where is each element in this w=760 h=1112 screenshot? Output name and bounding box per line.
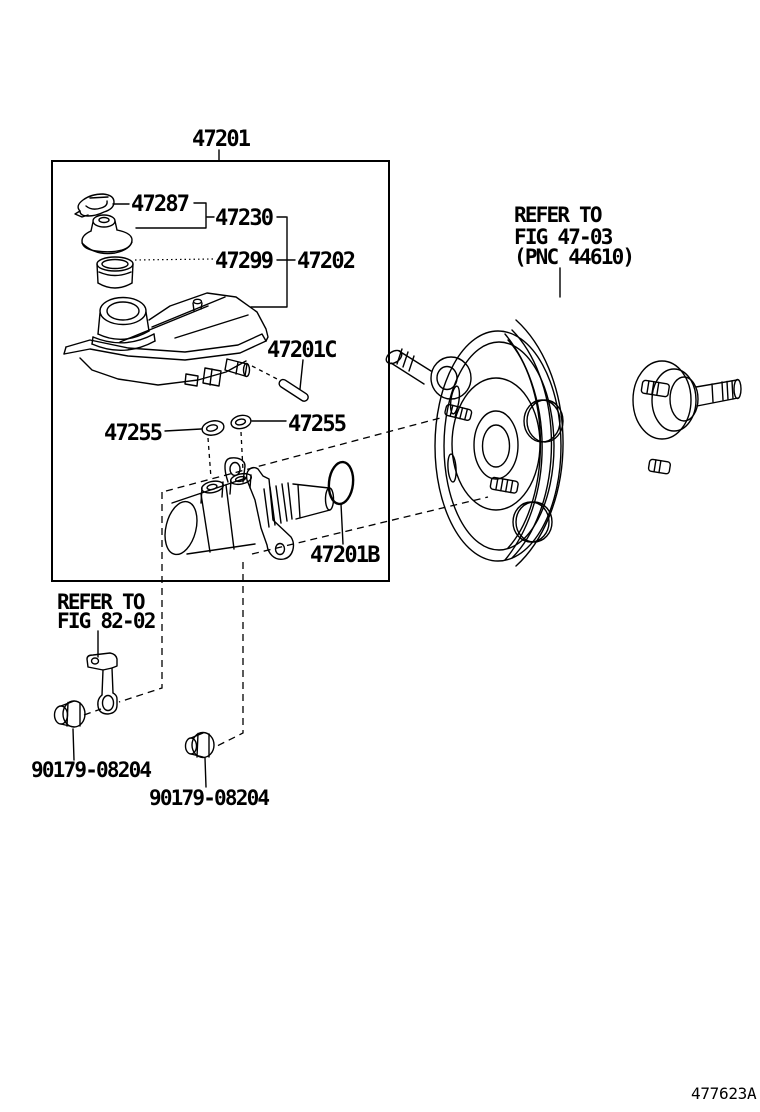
reservoir-tank-drawing bbox=[64, 293, 268, 386]
reservoir-cap-seal-drawing bbox=[75, 194, 114, 217]
o-ring-drawing bbox=[327, 461, 355, 505]
grommet-left-drawing bbox=[201, 419, 225, 437]
part-label-47255-left: 47255 bbox=[104, 421, 162, 446]
part-label-nut-right: 90179-08204 bbox=[149, 786, 269, 810]
booster-ref-line2: FIG 47-03 bbox=[514, 225, 612, 249]
part-label-47202: 47202 bbox=[297, 249, 355, 274]
part-label-47287: 47287 bbox=[131, 192, 189, 217]
part-label-nut-left: 90179-08204 bbox=[31, 758, 151, 782]
part-label-47201: 47201 bbox=[192, 127, 250, 152]
part-label-47255-right: 47255 bbox=[288, 412, 346, 437]
bracket-ref-line1: REFER TO bbox=[57, 590, 144, 614]
part-label-47201B: 47201B bbox=[310, 543, 379, 568]
leader-lines bbox=[73, 150, 560, 787]
nut-right-drawing bbox=[186, 733, 215, 758]
brake-booster-drawing bbox=[384, 320, 741, 566]
master-cylinder-drawing bbox=[160, 458, 334, 560]
drawing-code: 477623A bbox=[691, 1084, 757, 1103]
part-label-47299: 47299 bbox=[215, 249, 273, 274]
part-label-47201C: 47201C bbox=[267, 338, 336, 363]
nut-left-drawing bbox=[55, 701, 86, 727]
booster-ref-line3: (PNC 44610) bbox=[514, 245, 634, 269]
mounting-bracket-drawing bbox=[87, 653, 117, 714]
dotted-leader-47299 bbox=[135, 259, 213, 260]
grommet-right-drawing bbox=[230, 414, 252, 431]
reservoir-strainer-drawing bbox=[97, 257, 133, 288]
booster-ref-line1: REFER TO bbox=[514, 203, 601, 227]
pin-drawing bbox=[278, 378, 310, 403]
part-label-47230: 47230 bbox=[215, 206, 273, 231]
bracket-ref-line2: FIG 82-02 bbox=[57, 609, 155, 633]
reservoir-cap-drawing bbox=[82, 215, 132, 254]
